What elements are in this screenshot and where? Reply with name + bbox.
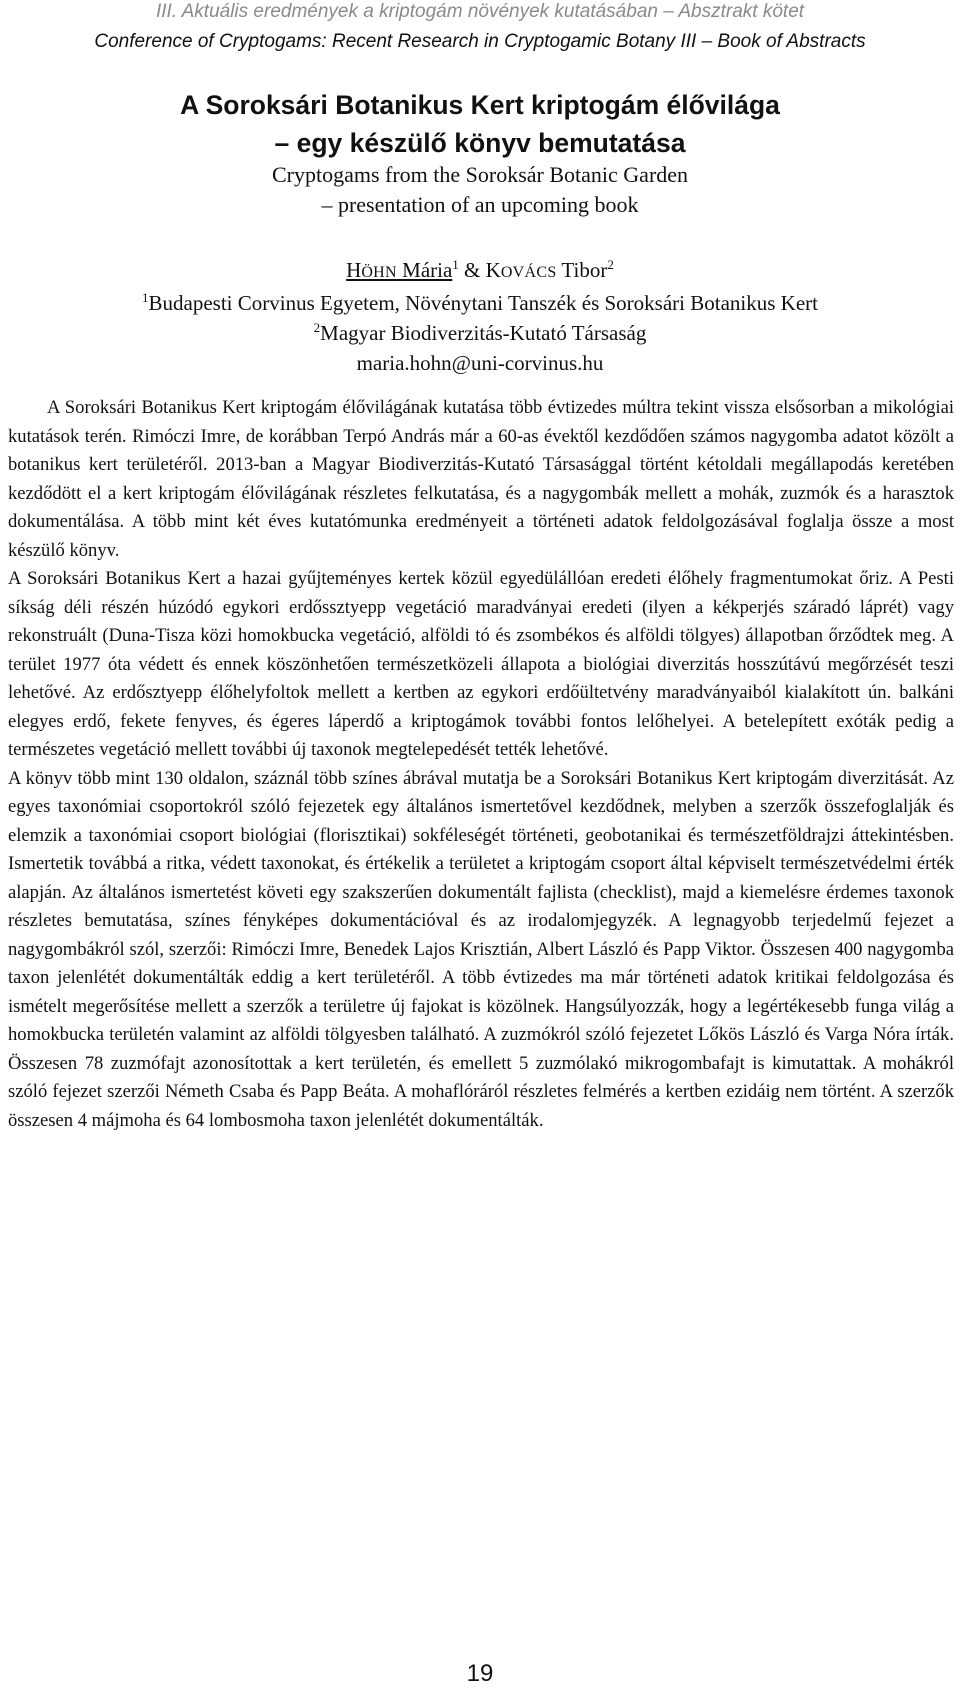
author-hohn: HÖHN Mária — [346, 258, 453, 282]
author-kovacs: KOVÁCS Tibor — [485, 258, 608, 282]
header-english: Conference of Cryptogams: Recent Research in Cryptogamic Botany III – Book of Abstracts — [94, 31, 866, 52]
running-header — [0, 0, 960, 57]
title-english-line1: Cryptogams from the Soroksár Botanic Garden — [271, 162, 689, 187]
abstract-paragraph-3: A könyv több mint 130 oldalon, száznál több színes ábrával mutatja be a Soroksári Botanikus Kert kriptogám diverzitását. Az egyes taxonómiai csoportokról szóló fejezetek egy általános ismertetővel kezdődnek, melyben a szerzők összefoglalják és elemzik a taxonómiai csoport biológiai (florisztikai) sokféleségét történeti, geobotanikai és természetföldrajzi áttekintésben. Ismertetik továbbá a ritka, védett taxonokat, és értékelik a területet a kriptogám csoport által képviselt természetvédelmi érték alapján. Az általános ismertetést követi egy szakszerűen dokumentált fajlista (checklist), majd a kiemelésre érdemes taxonok részletes bemutatása, színes fényképes dokumentációval és az irodalomjegyzék. A legnagyobb terjedelmű fejezet a nagygombákról szól, szerzői: Rimóczi Imre, Benedek Lajos Krisztián, Albert László és Papp Viktor. Összesen 400 nagygomba taxon jelenlétét dokumentálták eddig a kert területéről. A több évtizedes ma már történeti adatok kritikai feldolgozása és ismételt megerősítése mellett a szerzők a területre új fajokat is közölnek. Hangsúlyozzák, hogy a legértékesebb funga világ a homokbucka területén valamint az alföldi tölgyesben található. A zuzmókról szóló fejezetet Lőkös László és Varga Nóra írták. Összesen 78 zuzmófajt azonosítottak a kert területén, és emellett 5 zuzmólakó mikrogombafajt is kimutattak. A mohákról szóló fejezet szerzői Németh Csaba és Papp Beáta. A mohaflóráról részletes felmérés a kertben ezidáig nem történt. A szerzők összesen 4 májmoha és 64 lombosmoha taxon jelenlétét dokumentálták. — [8, 767, 954, 1131]
affiliation-2: $^2$Magyar Biodiverzitás-Kutató Társaság — [313, 320, 647, 345]
author-hohn-affiliation-mark: 1 — [452, 257, 459, 272]
title-hungarian-line2: – egy készülő könyv bemutatása — [274, 128, 686, 158]
author-block — [0, 255, 960, 378]
abstract-body — [8, 394, 954, 1135]
title-hungarian-line1: A Soroksári Botanikus Kert kriptogám élővilága — [180, 90, 780, 120]
author-line — [0, 255, 960, 288]
page-number: 19 — [466, 1660, 494, 1687]
contact-email: maria.hohn@uni-corvinus.hu — [356, 351, 604, 375]
author-separator: & — [464, 258, 481, 282]
title-english-line2: – presentation of an upcoming book — [321, 192, 639, 217]
header-hungarian: III. Aktuális eredmények a kriptogám növények kutatásában – Absztrakt kötet — [155, 1, 805, 22]
abstract-paragraph-1: A Soroksári Botanikus Kert kriptogám élővilágának kutatása több évtizedes múltra tekint vissza elsősorban a mikológiai kutatások terén. Rimóczi Imre, de korábban Terpó András már a 60-as évektől kezdődően számos nagygomba adatot közölt a botanikus kert területéről. 2013-ban a Magyar Biodiverzitás-Kutató Társasággal történt kétoldali megállapodás keretében kezdődött el a kert kriptogám élővilágának részletes felkutatása, és a nagygombák mellett a mohák, zuzmók és a harasztok dokumentálása. A több mint két éves kutatómunka eredményeit a történeti adatok feldolgozásával foglalja össze a most készülő könyv. — [8, 397, 954, 561]
affiliation-1: $^1$Budapesti Corvinus Egyetem, Növénytani Tanszék és Soroksári Botanikus Kert — [142, 290, 818, 315]
title-block — [0, 88, 960, 220]
abstract-paragraph-2: A Soroksári Botanikus Kert a hazai gyűjteményes kertek közül egyedülállóan eredeti élőhely fragmentumokat őriz. A Pesti síkság déli részén húzódó egykori erdőssztyepp vegetáció maradványai eredeti (ilyen a kékperjés száradó láprét) vagy rekonstruált (Duna-Tisza közi homokbucka vegetáció, alföldi tó és zsombékos és alföldi tölgyes) állapotban őrződtek meg. A terület 1977 óta védett és ennek köszönhetően természetközeli állapota a biológiai diverzitás hosszútávú megőrzését teszi lehetővé. Az erdősztyepp élőhelyfoltok mellett a kertben az egykori erdőültetvény maradványaiból kialakított ún. balkáni elegyes erdő, fekete fenyves, és égeres láperdő a kriptogámok további fontos lelőhelyei. A betelepített exóták pedig a természetes vegetáció mellett további új taxonok megtelepedését tették lehetővé. — [8, 568, 954, 760]
author-kovacs-affiliation-mark: 2 — [607, 257, 614, 272]
